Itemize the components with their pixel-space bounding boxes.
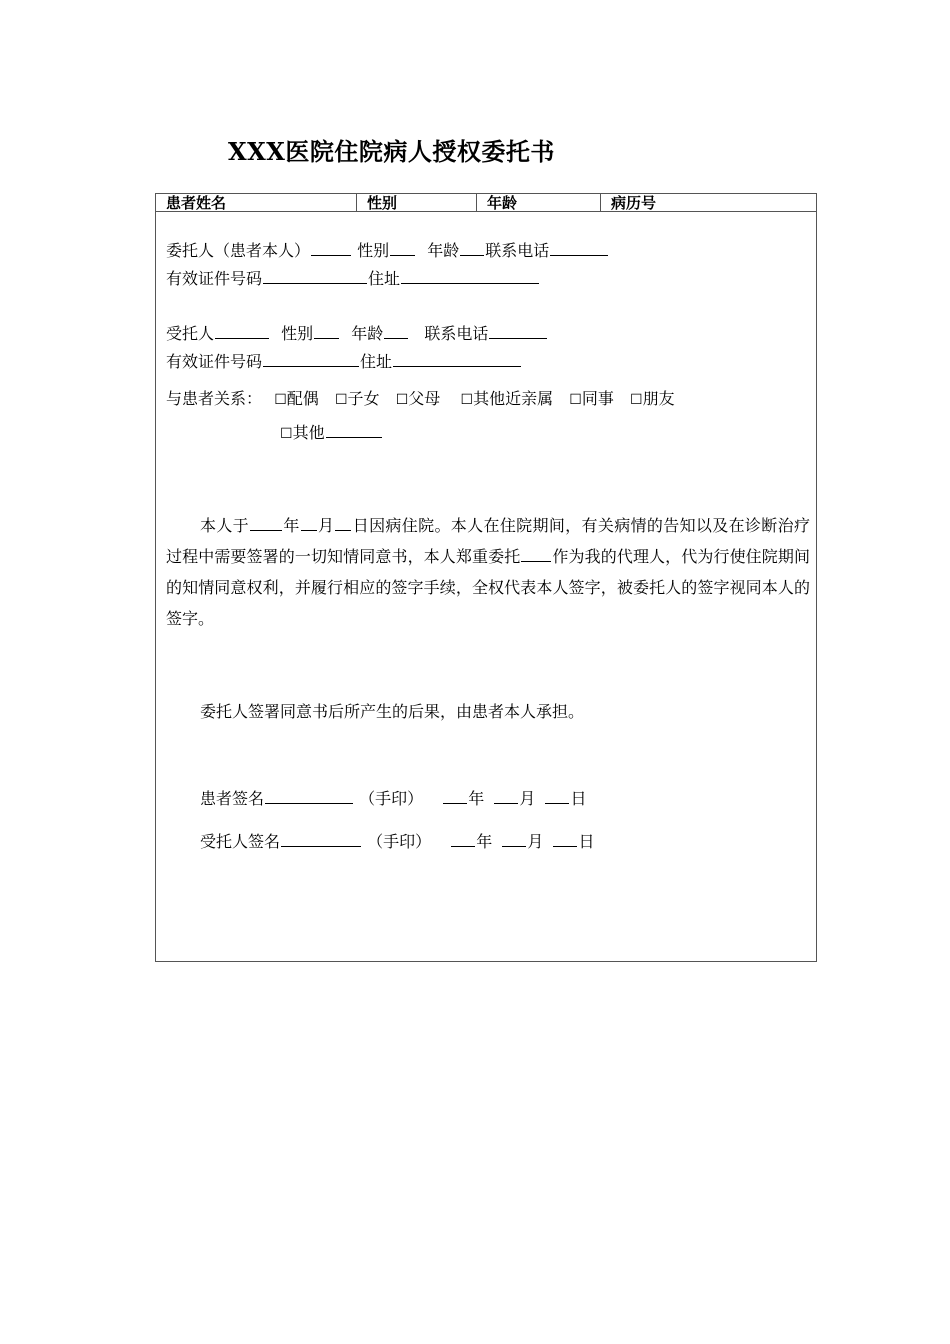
checkbox-icon: ☐ xyxy=(630,392,643,408)
patient-sign-day-blank[interactable] xyxy=(545,788,569,804)
checkbox-icon: ☐ xyxy=(395,392,409,408)
agent-label: 受托人 xyxy=(166,324,215,343)
agent-sign-day-blank[interactable] xyxy=(553,831,577,847)
agent-age-label: 年龄 xyxy=(351,324,384,343)
relationship-other-blank[interactable] xyxy=(326,422,382,438)
agent-age-blank[interactable] xyxy=(384,323,408,339)
principal-gender-label: 性别 xyxy=(357,241,390,260)
agent-line-2 xyxy=(166,351,522,372)
principal-address-blank[interactable] xyxy=(401,268,539,284)
agent-id-label: 有效证件号码 xyxy=(166,352,263,371)
agent-address-blank[interactable] xyxy=(393,351,521,367)
agent-line-1 xyxy=(166,323,548,344)
admission-year-blank[interactable] xyxy=(250,515,282,531)
principal-phone-label: 联系电话 xyxy=(485,241,550,260)
patient-info-header xyxy=(156,194,816,212)
agent-sign-year-blank[interactable] xyxy=(451,831,475,847)
patient-sign-month-blank[interactable] xyxy=(494,788,518,804)
patient-sign-year-blank[interactable] xyxy=(443,788,467,804)
checkbox-icon: ☐ xyxy=(280,426,293,442)
principal-address-label: 住址 xyxy=(368,269,401,288)
header-age: 年龄 xyxy=(476,194,600,211)
document-title: XXX医院住院病人授权委托书 xyxy=(228,137,555,166)
relationship-option-children[interactable]: ☐子女 xyxy=(334,389,380,408)
principal-age-label: 年龄 xyxy=(427,241,460,260)
admission-day-blank[interactable] xyxy=(335,515,351,531)
principal-id-label: 有效证件号码 xyxy=(166,269,263,288)
principal-name-blank[interactable] xyxy=(311,240,351,256)
patient-signature-blank[interactable] xyxy=(265,788,353,804)
checkbox-icon: ☐ xyxy=(569,392,582,408)
relationship-option-other[interactable]: ☐其他 xyxy=(280,423,325,442)
principal-id-blank[interactable] xyxy=(263,268,367,284)
agent-sign-month-blank[interactable] xyxy=(502,831,526,847)
principal-age-blank[interactable] xyxy=(460,240,484,256)
agent-gender-blank[interactable] xyxy=(314,323,339,339)
checkbox-icon: ☐ xyxy=(334,392,348,408)
authorization-form xyxy=(155,193,817,962)
patient-fingerprint-label: （手印） xyxy=(359,789,424,808)
agent-id-blank[interactable] xyxy=(263,351,359,367)
agent-phone-label: 联系电话 xyxy=(424,324,489,343)
relationship-option-parents[interactable]: ☐父母 xyxy=(395,389,441,408)
header-record-number: 病历号 xyxy=(600,194,818,211)
agent-signature-line: 受托人签名 （手印） 年 月 日 xyxy=(200,832,595,851)
authorization-statement: 本人于 年 月 日因病住院。本人在住院期间，有关病情的告知以及在诊断治疗过程中需要签署的一切知情同意书，本人郑重委托 作为我的代理人，代为行使住院期间的知情同意权利，并履行相应的签字手续，全权代表本人签字，被委托人的签字视同本人的签字。 xyxy=(166,516,810,628)
principal-line-1 xyxy=(166,240,609,261)
patient-signature-line: 患者签名 （手印） 年 月 日 xyxy=(200,789,587,808)
agent-name-in-text-blank[interactable] xyxy=(521,546,551,562)
header-patient-name: 患者姓名 xyxy=(166,194,227,212)
relationship-line-1 xyxy=(166,389,675,410)
relationship-option-spouse[interactable]: ☐配偶 xyxy=(274,389,319,408)
agent-fingerprint-label: （手印） xyxy=(367,832,432,851)
patient-signature-label: 患者签名 xyxy=(200,789,265,808)
agent-phone-blank[interactable] xyxy=(489,323,547,339)
agent-signature-label: 受托人签名 xyxy=(200,832,281,851)
agent-signature-blank[interactable] xyxy=(281,831,361,847)
relationship-option-friend[interactable]: ☐朋友 xyxy=(630,389,675,408)
checkbox-icon: ☐ xyxy=(274,392,287,408)
agent-name-blank[interactable] xyxy=(215,323,269,339)
principal-label: 委托人（患者本人） xyxy=(166,241,311,260)
relationship-option-colleague[interactable]: ☐同事 xyxy=(569,389,614,408)
principal-line-2 xyxy=(166,268,540,289)
header-gender: 性别 xyxy=(356,194,476,211)
relationship-line-2 xyxy=(280,422,383,444)
agent-address-label: 住址 xyxy=(360,352,393,371)
consequence-statement: 委托人签署同意书后所产生的后果，由患者本人承担。 xyxy=(200,702,585,721)
principal-gender-blank[interactable] xyxy=(390,240,415,256)
relationship-option-other-relatives[interactable]: ☐其他近亲属 xyxy=(460,389,554,408)
agent-gender-label: 性别 xyxy=(281,324,314,343)
principal-phone-blank[interactable] xyxy=(550,240,608,256)
admission-month-blank[interactable] xyxy=(301,515,317,531)
checkbox-icon: ☐ xyxy=(460,392,474,408)
relationship-label: 与患者关系： xyxy=(166,389,263,408)
